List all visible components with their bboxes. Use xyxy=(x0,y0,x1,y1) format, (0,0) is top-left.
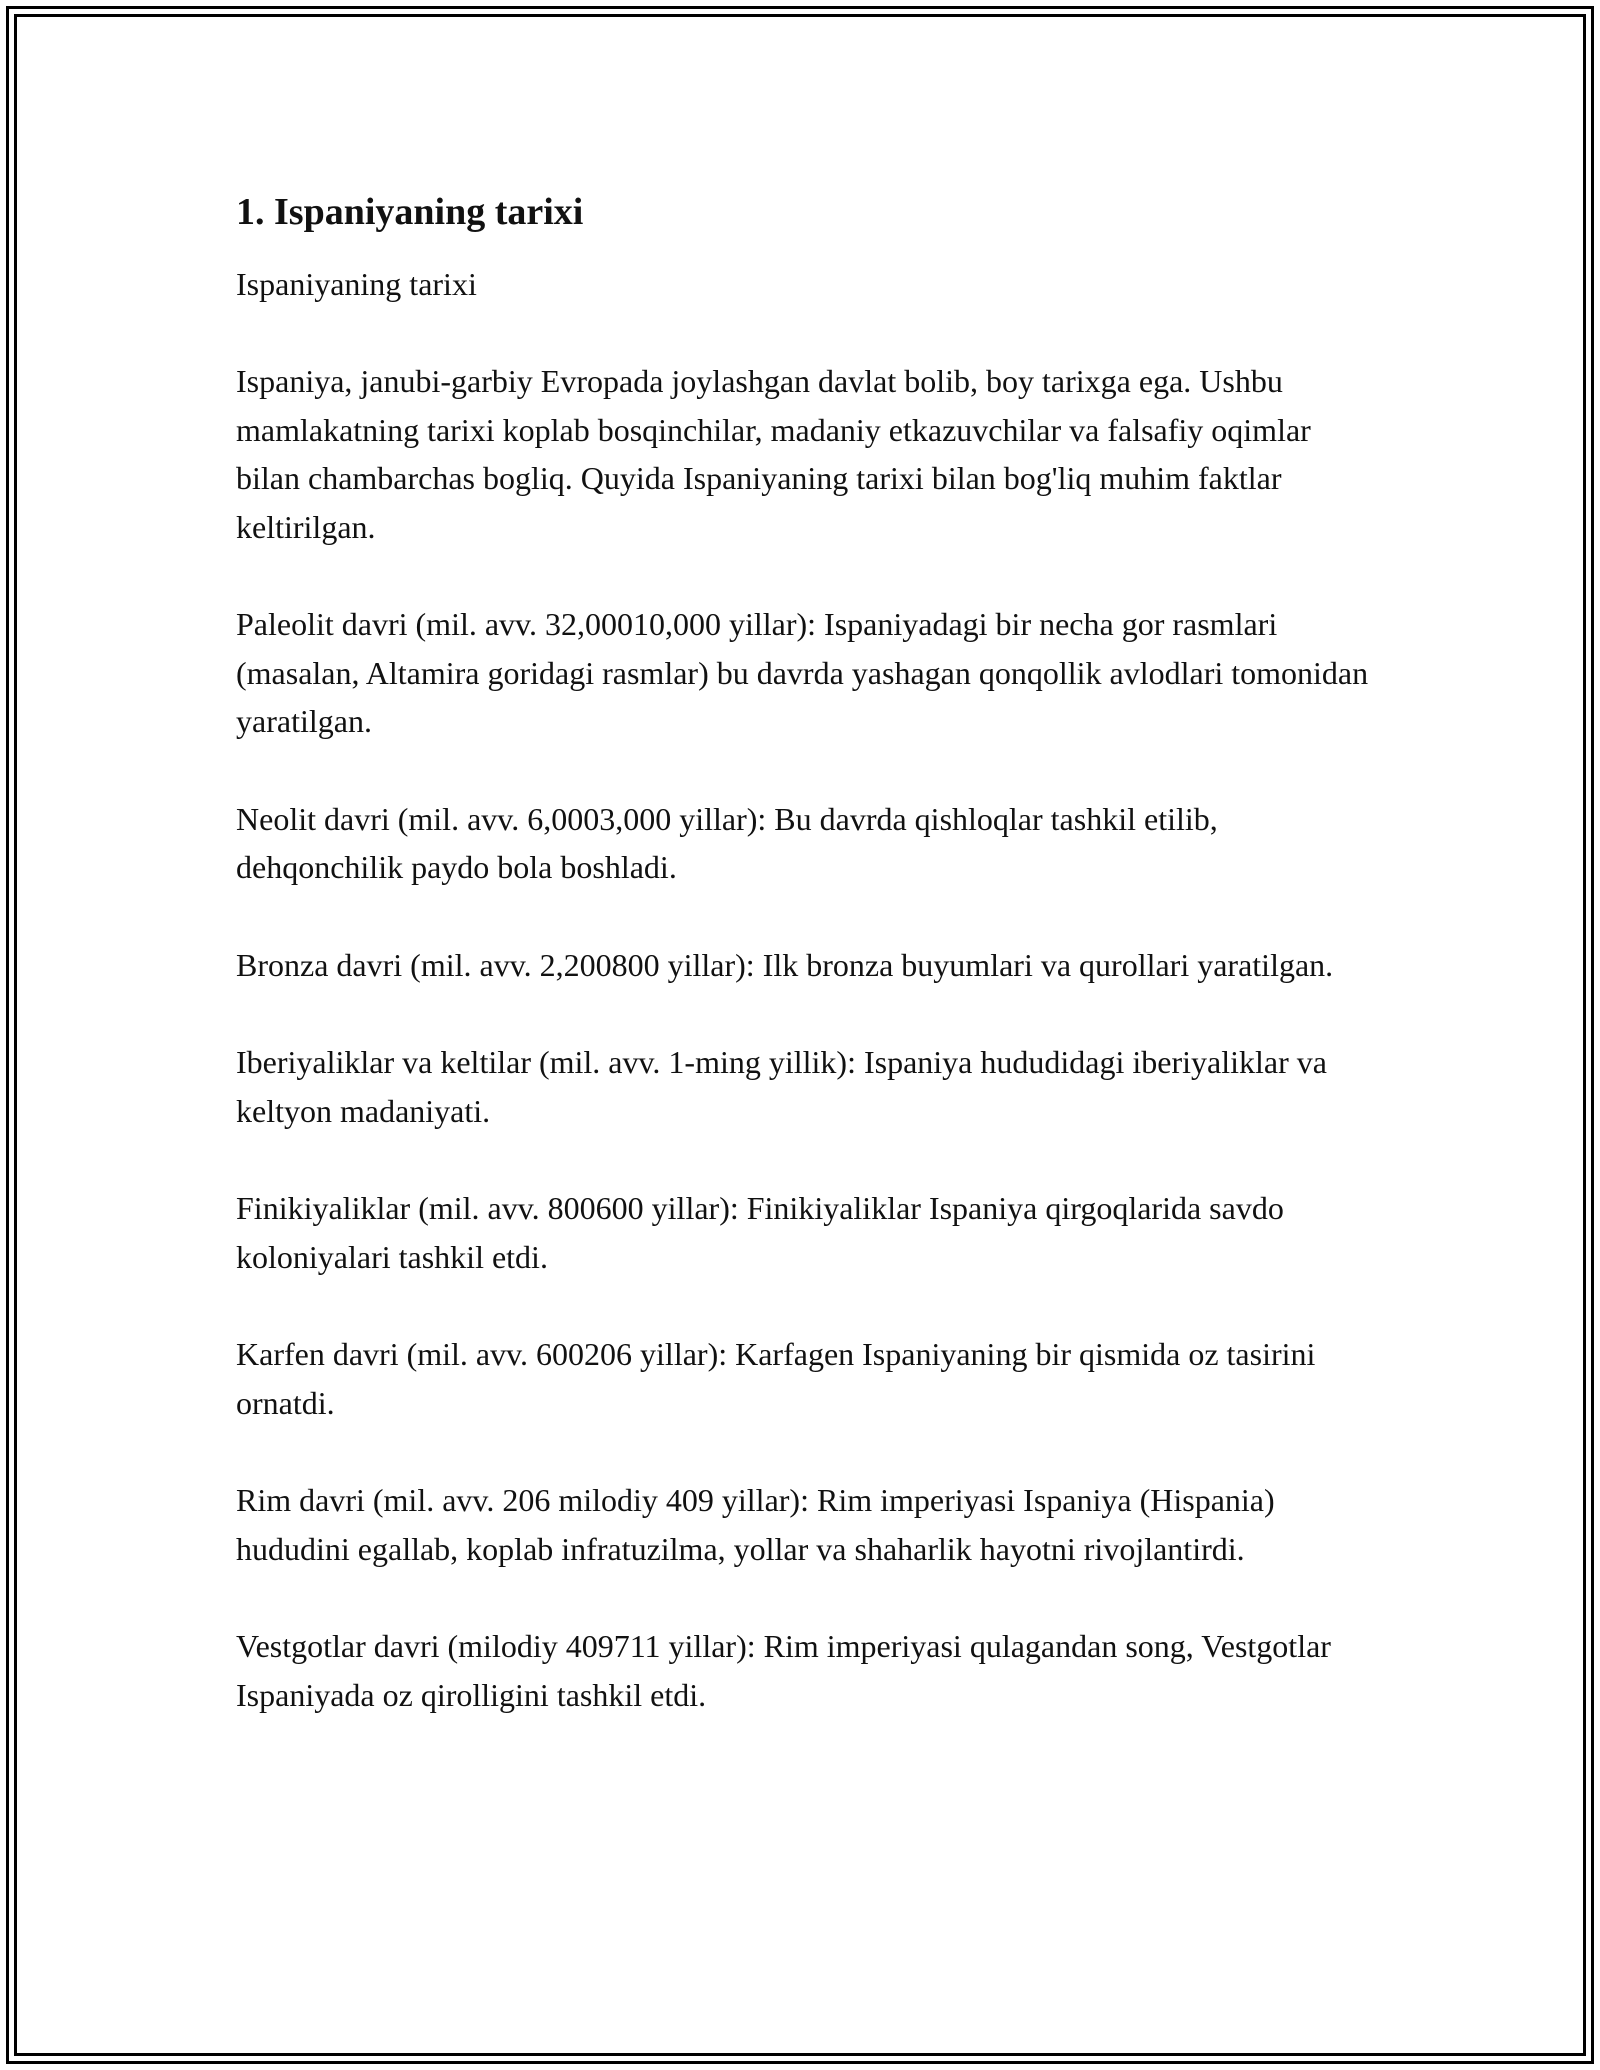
paragraph-bronza: Bronza davri (mil. avv. 2,200800 yillar): Ilk bronza buyumlari va qurollari yaratilgan. xyxy=(236,946,1334,983)
paragraph-iberiyaliklar: Iberiyaliklar va keltilar (mil. avv. 1-ming yillik): Ispaniya hududidagi iberiyaliklar va keltyon madaniyati. xyxy=(236,1044,1327,1129)
paragraph-finikiyaliklar: Finikiyaliklar (mil. avv. 800600 yillar): Finikiyaliklar Ispaniya qirgoqlarida savdo koloniyalari tashkil etdi. xyxy=(236,1190,1284,1275)
paragraph-vestgotlar: Vestgotlar davri (milodiy 409711 yillar): Rim imperiyasi qulagandan song, Vestgotlar Ispaniyada oz qirolligini tashkil etdi. xyxy=(236,1628,1331,1713)
paragraph-karfen: Karfen davri (mil. avv. 600206 yillar): Karfagen Ispaniyaning bir qismida oz tasirini ornatdi. xyxy=(236,1336,1316,1421)
paragraph-neolit: Neolit davri (mil. avv. 6,0003,000 yillar): Bu davrda qishloqlar tashkil etilib, dehqonchilik paydo bola boshladi. xyxy=(236,800,1218,885)
document-body xyxy=(236,186,1376,1719)
document-subtitle: Ispaniyaning tarixi xyxy=(236,266,477,302)
document-title: 1. Ispaniyaning tarixi xyxy=(236,191,584,233)
paragraph-paleolit: Paleolit davri (mil. avv. 32,00010,000 yillar): Ispaniyadagi bir necha gor rasmlari (masalan, Altamira goridagi rasmlar) bu davrda yashagan qonqollik avlodlari tomonidan yaratilgan. xyxy=(236,606,1369,739)
paragraph-rim: Rim davri (mil. avv. 206 milodiy 409 yillar): Rim imperiyasi Ispaniya (Hispania) hududini egallab, koplab infratuzilma, yollar va shaharlik hayotni rivojlantirdi. xyxy=(236,1482,1275,1567)
paragraph-intro: Ispaniya, janubi-garbiy Evropada joylashgan davlat bolib, boy tarixga ega. Ushbu mamlakatning tarixi koplab bosqinchilar, madaniy etkazuvchilar va falsafiy oqimlar bilan chambarchas bogliq. Quyida Ispaniyaning tarixi bilan bog'liq muhim faktlar keltirilgan. xyxy=(236,363,1311,545)
